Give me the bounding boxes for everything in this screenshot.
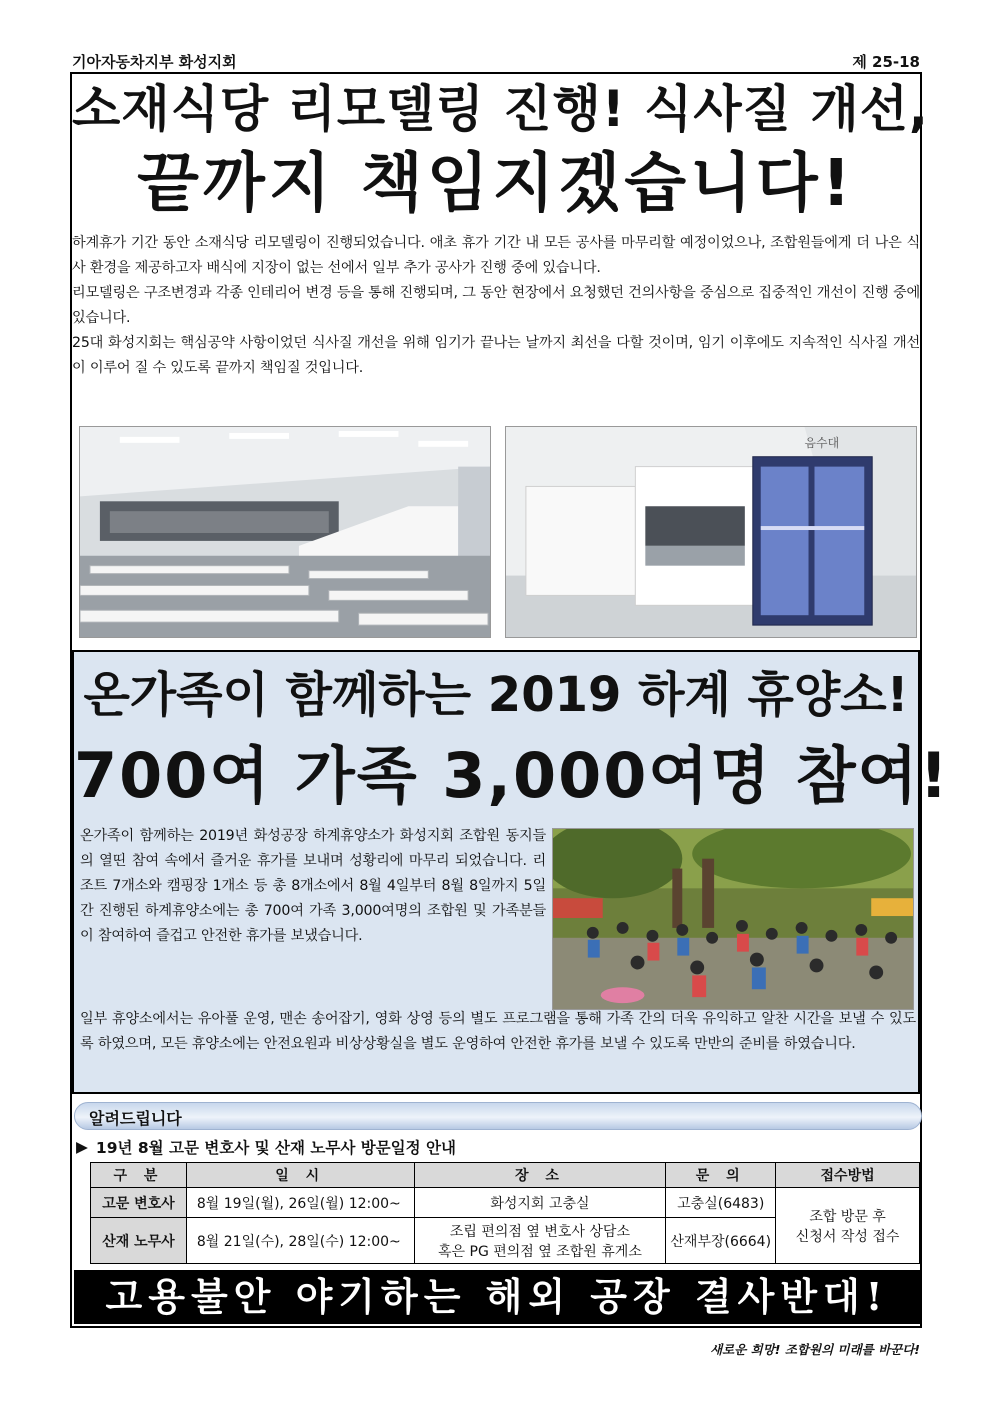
row-datetime: 8월 21일(수), 28일(수) 12:00~	[186, 1218, 414, 1264]
issue-number: 제 25-18	[852, 53, 920, 71]
water-sign: 음수대	[804, 435, 840, 450]
col-header-datetime: 일 시	[186, 1163, 414, 1188]
row-datetime: 8월 19일(월), 26일(월) 12:00~	[186, 1188, 414, 1218]
article1-headline-line1: 소재식당 리모델링 진행! 식사질 개선,	[72, 80, 929, 138]
table-header-row	[91, 1163, 920, 1188]
row-contact: 산재부장(6664)	[666, 1218, 776, 1264]
notice-subtitle: 19년 8월 고문 변호사 및 산재 노무사 방문일정 안내	[95, 1139, 456, 1157]
article1-paragraph: 25대 화성지회는 핵심공약 사항이었던 식사질 개선을 위해 임기가 끝나는 날까지 최선을 다할 것이며, 임기 이후에도 지속적인 식사질 개선이 이루어 질 수 있도록 끝까지 책임질 것입니다.	[72, 335, 920, 376]
notice-subtitle-row	[76, 1136, 456, 1158]
org-name: 기아자동차지부 화성지회	[72, 53, 237, 71]
slogan-banner: 고용불안 야기하는 해외 공장 결사반대!	[74, 1270, 920, 1324]
article1-headline-line2: 끝까지 책임지겠습니다!	[137, 147, 855, 221]
article1-paragraph: 하계휴가 기간 동안 소재식당 리모델링이 진행되었습니다. 애초 휴가 기간 내 모든 공사를 마무리할 예정이었으나, 조합원들에게 더 나은 식사 환경을 제공하고자 배식에 지장이 없는 선에서 일부 추가 공사가 진행 중에 있습니다.	[72, 235, 920, 276]
row-place	[414, 1218, 666, 1264]
col-header-type: 구 분	[91, 1163, 187, 1188]
article2-box	[72, 650, 950, 1094]
method-line: 신청서 작성 접수	[795, 1228, 900, 1245]
row-type: 산재 노무사	[91, 1218, 187, 1264]
notice-title: 알려드립니다	[89, 1109, 182, 1128]
article1-body	[72, 231, 920, 381]
row-place: 화성지회 고충실	[414, 1188, 666, 1218]
place-line: 조립 편의점 옆 변호사 상담소	[449, 1223, 630, 1240]
masthead	[72, 50, 920, 72]
col-header-method: 접수방법	[776, 1163, 920, 1188]
col-header-place: 장 소	[414, 1163, 666, 1188]
water-station-photo	[505, 426, 917, 638]
schedule-table	[90, 1162, 920, 1264]
article2-paragraph-bottom: 일부 휴양소에서는 유아풀 운영, 맨손 송어잡기, 영화 상영 등의 별도 프로그램을 통해 가족 간의 더욱 유익하고 알찬 시간을 보낼 수 있도록 하였으며, 모든 휴양소에는 안전요원과 비상상황실을 별도 운영하여 안전한 휴가를 보낼 수 있도록 만반의 준비를 하였습니다.	[80, 1011, 916, 1052]
row-type: 고문 변호사	[91, 1188, 187, 1218]
cafeteria-photo	[79, 426, 491, 638]
article2-paragraph-top: 온가족이 함께하는 2019년 화성공장 하계휴양소가 화성지회 조합원 동지들의 열띤 참여 속에서 즐거운 휴가를 보내며 성황리에 마무리 되었습니다. 리조트 7개소와 캠핑장 1개소 등 총 8개소에서 8월 4일부터 8월 8일까지 5일간 진행된 하계휴양소에는 총 700여 가족 3,000여명의 조합원 및 가족분들이 참여하여 즐겁고 안전한 휴가를 보냈습니다.	[80, 828, 546, 944]
article1-paragraph: 리모델링은 구조변경과 각종 인테리어 변경 등을 통해 진행되며, 그 동안 현장에서 요청했던 건의사항을 중심으로 집중적인 개선이 진행 중에 있습니다.	[72, 285, 920, 326]
table-row	[91, 1188, 920, 1218]
article2-headline-line2: 700여 가족 3,000여명 참여!	[74, 739, 950, 812]
footer-slogan: 새로운 희망! 조합원의 미래를 바꾼다!	[710, 1342, 920, 1357]
method-line: 조합 방문 후	[809, 1208, 886, 1225]
col-header-contact: 문 의	[666, 1163, 776, 1188]
place-line: 혹은 PG 편의점 옆 조합원 휴게소	[438, 1243, 642, 1260]
article2-headline-line1: 온가족이 함께하는 2019 하계 휴양소!	[83, 667, 909, 723]
row-contact: 고충실(6483)	[666, 1188, 776, 1218]
bullet-arrow-icon: ▶	[76, 1138, 88, 1156]
row-method	[776, 1188, 920, 1264]
notice-title-bar	[74, 1102, 922, 1130]
summer-resort-photo	[552, 828, 914, 1010]
